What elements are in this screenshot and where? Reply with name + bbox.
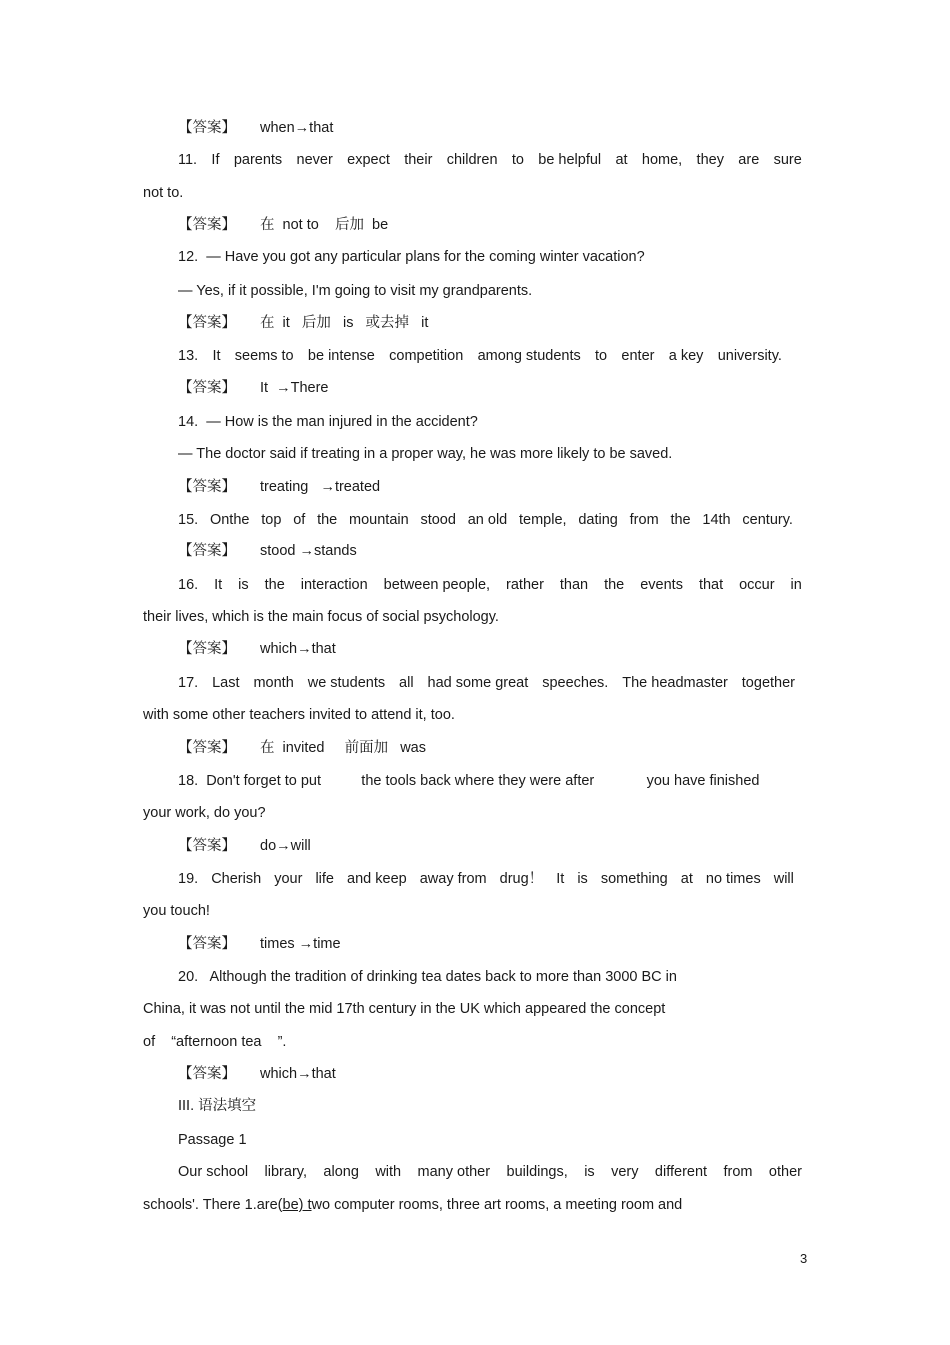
word: speeches. (542, 675, 609, 691)
answer-tag: 【答案】 (178, 479, 236, 495)
question-12-line-1: 12. — Have you got any particular plans for the coming winter vacation? (178, 249, 645, 265)
word: all (399, 675, 414, 691)
word: month (253, 675, 294, 691)
question-19-line-1 (178, 870, 794, 888)
answer-tag: 【答案】 (178, 217, 236, 233)
word: home, (641, 152, 683, 168)
word: from (723, 1164, 753, 1180)
word: competition (389, 348, 464, 364)
word: The headmaster (622, 675, 728, 691)
word: dating (578, 512, 618, 528)
word: we students (307, 675, 386, 691)
answer-tag: 【答案】 (178, 641, 236, 657)
question-11-line-1 (178, 151, 802, 169)
word: at (680, 871, 693, 887)
word: to (511, 152, 524, 168)
word: 11. (178, 152, 198, 168)
word: mountain (349, 512, 409, 528)
word: than (559, 577, 589, 593)
question-16-line-1 (178, 576, 802, 594)
answer-11 (178, 216, 388, 234)
word: Last (212, 675, 240, 691)
word: your (274, 871, 303, 887)
section-title: III. 语法填空 (178, 1098, 257, 1114)
word: life (315, 871, 334, 887)
word: will (773, 871, 794, 887)
word: and keep (347, 871, 407, 887)
word: the (317, 512, 338, 528)
answer-10 (178, 119, 333, 137)
question-17-line-1 (178, 674, 795, 692)
word: had some great (427, 675, 529, 691)
passage-line-1 (178, 1163, 802, 1181)
answer-19 (178, 935, 341, 953)
word: rather (506, 577, 544, 593)
word: It (556, 871, 565, 887)
word: to (595, 348, 608, 364)
question-15 (178, 511, 793, 529)
answer-tag: 【答案】 (178, 936, 236, 952)
word: sure (773, 152, 802, 168)
answer-15 (178, 542, 357, 560)
word: the (670, 512, 691, 528)
word: 15. (178, 512, 199, 528)
question-19-line-2: you touch! (143, 903, 210, 919)
word: 17. (178, 675, 199, 691)
answer-text: 在 it 后加 is 或去掉 it (260, 315, 429, 331)
word: between people, (383, 577, 491, 593)
word: 16. (178, 577, 199, 593)
word: among students (477, 348, 581, 364)
answer-text: It →There (260, 380, 329, 396)
word: other (768, 1164, 802, 1180)
word: university. (717, 348, 782, 364)
answer-text: times →time (260, 936, 341, 952)
passage-text: wo computer rooms, three art rooms, a meeting room and (311, 1197, 683, 1213)
word: buildings, (506, 1164, 568, 1180)
answer-tag: 【答案】 (178, 315, 236, 331)
answer-text: 在 not to 后加 be (260, 217, 389, 233)
word: stood (420, 512, 456, 528)
word: children (446, 152, 498, 168)
answer-tag: 【答案】 (178, 1066, 236, 1082)
passage-line-2 (143, 1196, 682, 1214)
word: top (261, 512, 282, 528)
answer-tag: 【答案】 (178, 380, 236, 396)
word: together (741, 675, 795, 691)
question-18-line-1: 18. Don't forget to put the tools back where they were after you have finished (178, 773, 760, 789)
question-14-line-2: — The doctor said if treating in a proper way, he was more likely to be saved. (178, 446, 673, 462)
word: Our school (178, 1164, 249, 1180)
word: away from (419, 871, 487, 887)
word: is (238, 577, 249, 593)
word: is (577, 871, 588, 887)
word: very (611, 1164, 639, 1180)
word: It (214, 577, 223, 593)
word: be intense (307, 348, 375, 364)
answer-12 (178, 314, 428, 332)
word: in (790, 577, 802, 593)
word: Cherish (211, 871, 262, 887)
word: that (698, 577, 724, 593)
answer-text: stood →stands (260, 543, 357, 559)
word: seems to (234, 348, 294, 364)
answer-20 (178, 1065, 336, 1083)
question-13 (178, 347, 782, 365)
answer-18 (178, 837, 311, 855)
word: are (738, 152, 760, 168)
word: at (615, 152, 628, 168)
word: of (293, 512, 306, 528)
passage-text: schools'. There 1.are( (143, 1197, 283, 1213)
word: a key (668, 348, 704, 364)
answer-tag: 【答案】 (178, 543, 236, 559)
word: Onthe (209, 512, 250, 528)
question-12-line-2: — Yes, if it possible, I'm going to visit my grandparents. (178, 283, 533, 299)
word: enter (621, 348, 655, 364)
word: expect (347, 152, 390, 168)
answer-text: treating →treated (260, 479, 381, 495)
word: their (404, 152, 433, 168)
word: is (584, 1164, 595, 1180)
word: with (375, 1164, 402, 1180)
question-11-line-2: not to. (143, 185, 184, 201)
word: an old (467, 512, 508, 528)
answer-14 (178, 478, 380, 496)
question-20-line-1: 20. Although the tradition of drinking tea dates back to more than 3000 BC in (178, 969, 677, 985)
answer-text: do→will (260, 838, 311, 854)
word: many other (417, 1164, 491, 1180)
blank-answer: be) t (282, 1197, 312, 1213)
question-18-line-2: your work, do you? (143, 805, 266, 821)
word: the (604, 577, 625, 593)
word: parents (233, 152, 283, 168)
word: different (654, 1164, 708, 1180)
answer-tag: 【答案】 (178, 120, 236, 136)
answer-text: which→that (260, 1066, 336, 1082)
answer-16 (178, 640, 336, 658)
question-20-line-3: of “afternoon tea ”. (143, 1034, 287, 1050)
word: they (696, 152, 724, 168)
answer-13 (178, 379, 329, 397)
word: temple, (519, 512, 567, 528)
word: occur (739, 577, 775, 593)
word: library, (264, 1164, 307, 1180)
word: events (640, 577, 683, 593)
word: from (629, 512, 659, 528)
passage-label: Passage 1 (178, 1132, 247, 1148)
word: 19. (178, 871, 199, 887)
word: never (296, 152, 333, 168)
word: no times (705, 871, 761, 887)
word: century. (742, 512, 793, 528)
question-14-line-1: 14. — How is the man injured in the accident? (178, 414, 478, 430)
answer-text: which→that (260, 641, 336, 657)
word: 14th (702, 512, 731, 528)
page-number: 3 (800, 1251, 808, 1266)
word: 13. (178, 348, 199, 364)
answer-text: when→that (260, 120, 334, 136)
answer-tag: 【答案】 (178, 838, 236, 854)
word: If (211, 152, 220, 168)
word: along (323, 1164, 359, 1180)
question-16-line-2: their lives, which is the main focus of social psychology. (143, 609, 499, 625)
word: It (212, 348, 221, 364)
question-17-line-2: with some other teachers invited to attend it, too. (143, 707, 455, 723)
question-20-line-2: China, it was not until the mid 17th century in the UK which appeared the concept (143, 1001, 666, 1017)
word: interaction (300, 577, 368, 593)
word: the (264, 577, 285, 593)
word: drug！ (499, 871, 544, 887)
word: be helpful (538, 152, 602, 168)
answer-text: 在 invited 前面加 was (260, 740, 426, 756)
answer-17 (178, 739, 426, 757)
word: something (600, 871, 668, 887)
answer-tag: 【答案】 (178, 740, 236, 756)
